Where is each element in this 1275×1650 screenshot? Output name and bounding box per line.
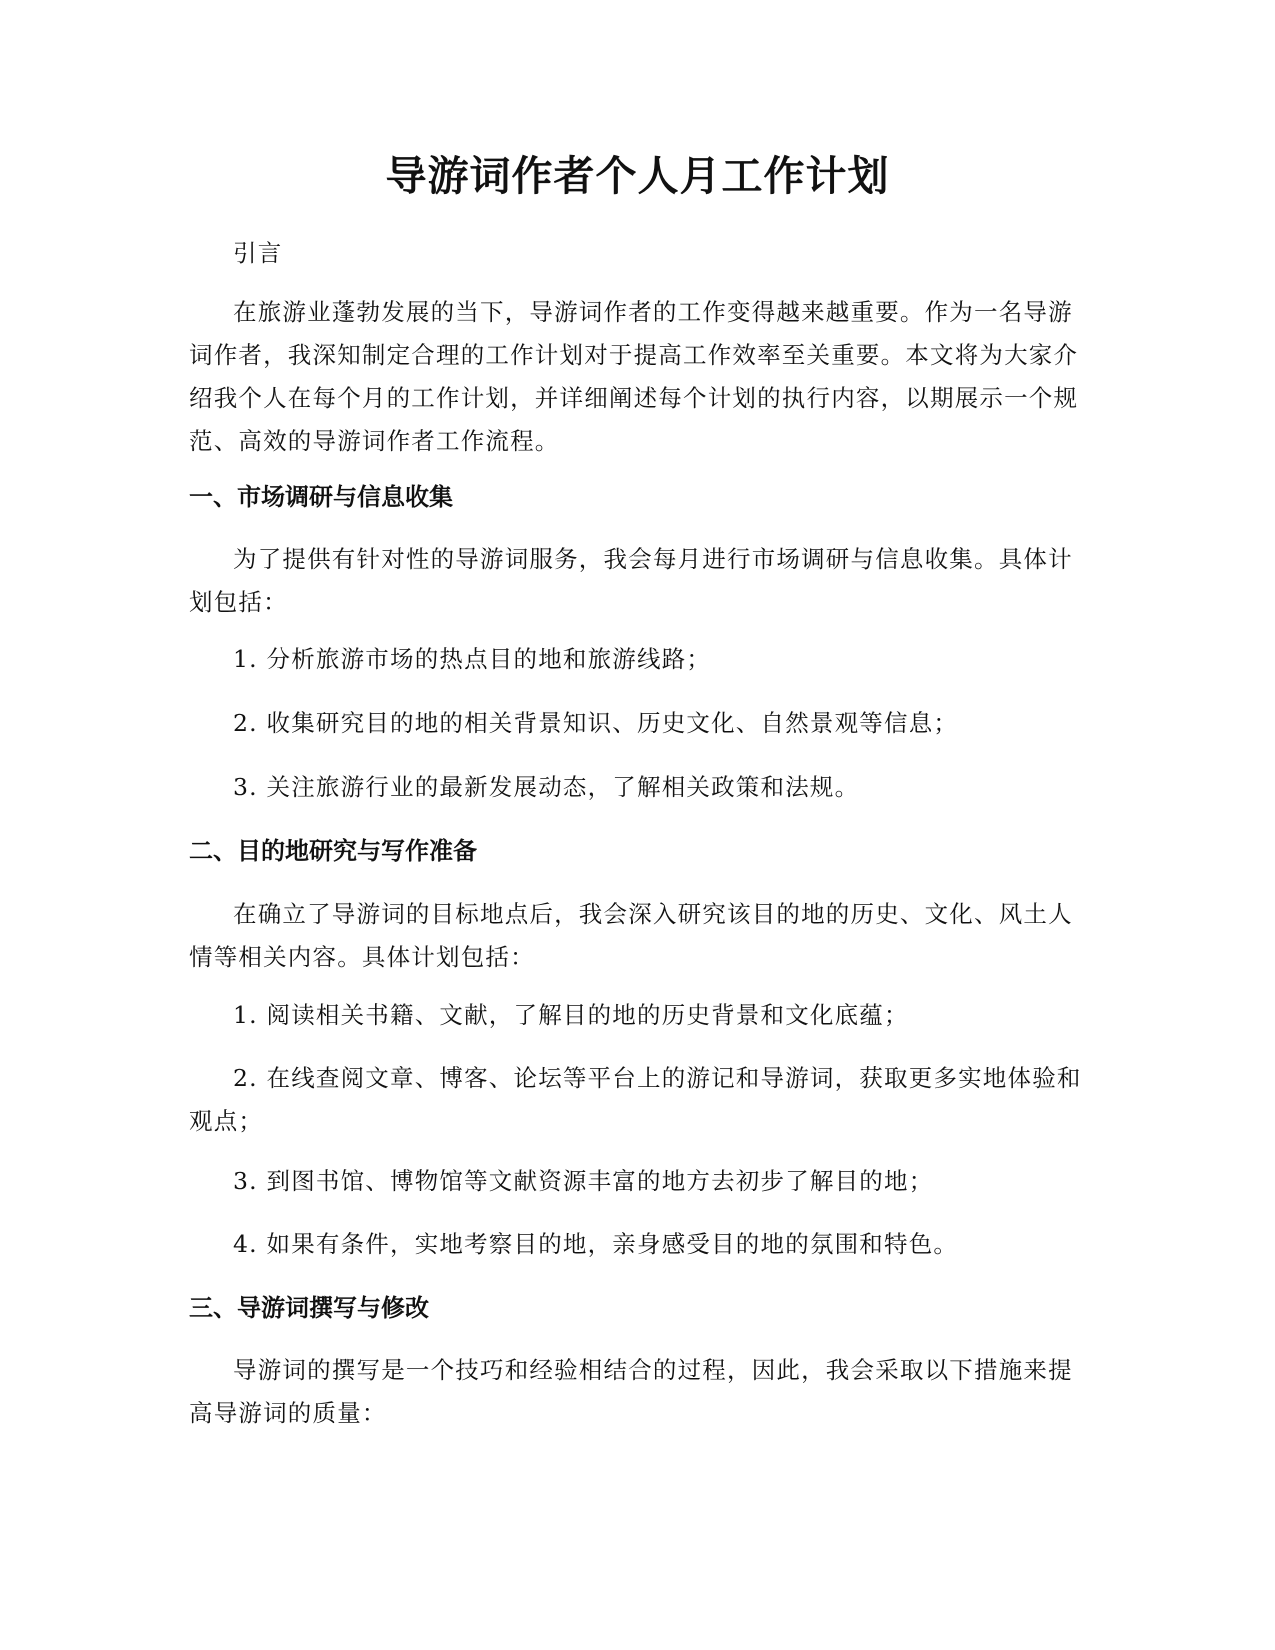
- section-2-item-2: 2. 在线查阅文章、博客、论坛等平台上的游记和导游词，获取更多实地体验和观点；: [189, 1064, 1082, 1135]
- section-3-heading: 三、导游词撰写与修改: [189, 1294, 429, 1322]
- section-1-item-1: 1. 分析旅游市场的热点目的地和旅游线路；: [233, 645, 712, 673]
- section-2-heading: 二、目的地研究与写作准备: [189, 837, 477, 865]
- section-2-item-4: 4. 如果有条件，实地考察目的地，亲身感受目的地的氛围和特色。: [233, 1230, 959, 1258]
- document-title: 导游词作者个人月工作计划: [385, 152, 890, 200]
- section-2-item-3: 3. 到图书馆、博物馆等文献资源丰富的地方去初步了解目的地；: [233, 1167, 934, 1195]
- section-2-item-1: 1. 阅读相关书籍、文献，了解目的地的历史背景和文化底蕴；: [233, 1001, 909, 1029]
- section-3-lead: 导游词的撰写是一个技巧和经验相结合的过程，因此，我会采取以下措施来提高导游词的质量：: [189, 1356, 1073, 1427]
- section-1-heading: 一、市场调研与信息收集: [189, 483, 453, 511]
- section-2-lead: 在确立了导游词的目标地点后，我会深入研究该目的地的历史、文化、风土人情等相关内容。具体计划包括：: [189, 900, 1073, 971]
- intro-heading: 引言: [233, 239, 283, 267]
- section-1-item-3: 3. 关注旅游行业的最新发展动态，了解相关政策和法规。: [233, 773, 860, 801]
- section-1-lead: 为了提供有针对性的导游词服务，我会每月进行市场调研与信息收集。具体计划包括：: [189, 545, 1073, 616]
- section-1-item-2: 2. 收集研究目的地的相关背景知识、历史文化、自然景观等信息；: [233, 709, 959, 737]
- intro-paragraph: 在旅游业蓬勃发展的当下，导游词作者的工作变得越来越重要。作为一名导游词作者，我深知制定合理的工作计划对于提高工作效率至关重要。本文将为大家介绍我个人在每个月的工作计划，并详细阐述每个计划的执行内容，以期展示一个规范、高效的导游词作者工作流程。: [189, 298, 1079, 455]
